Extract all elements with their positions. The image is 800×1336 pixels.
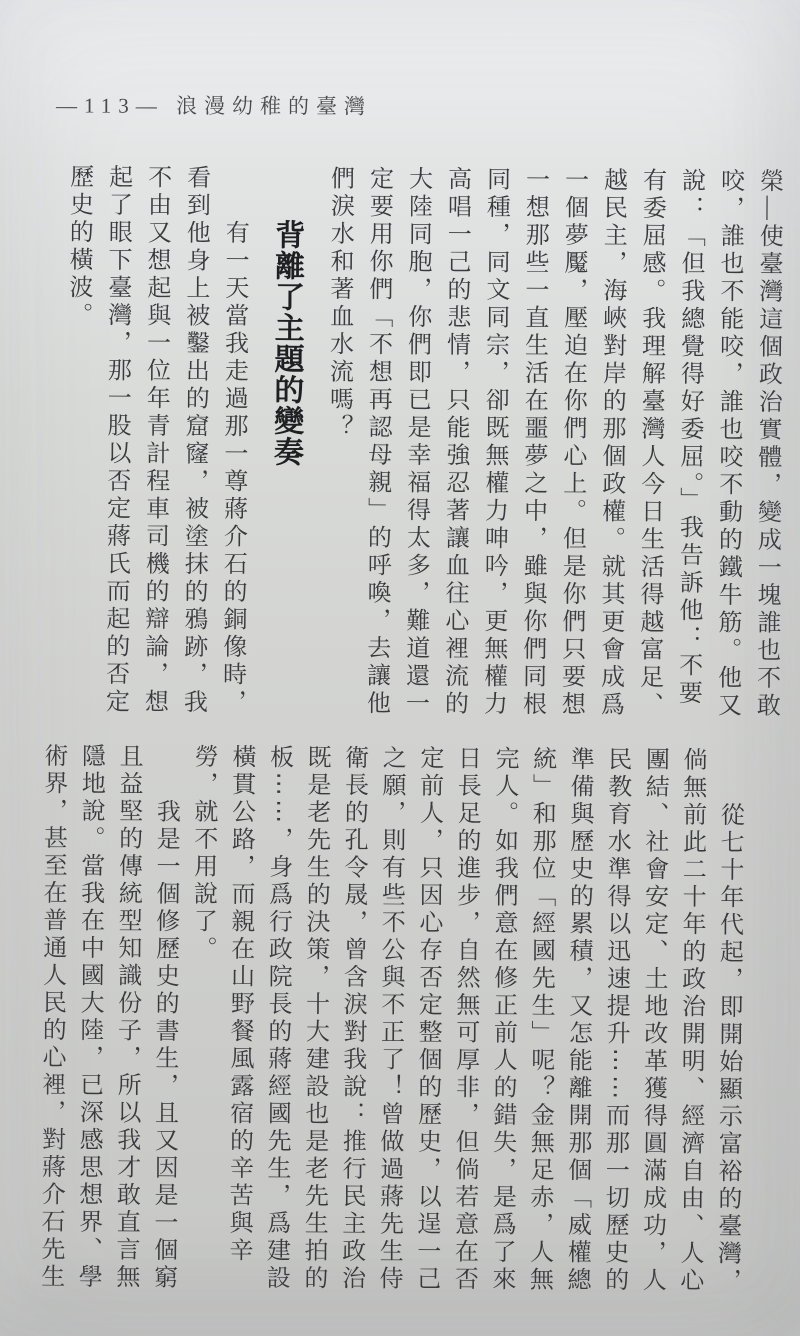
paragraph-seventies: 從七十年代起，即開始顯示富裕的臺灣，倘無前此二十年的政治開明、經濟自由、人心團結、社會安定、土地改革獲得圓滿成功，人民教育水準得以迅速提升⋯⋯而那一切歷史的準備與歷史的累積，又怎能離開那個「威權總統」和那位「經國先生」呢？金無足赤，人無完人。如我們意在修正前人的錯失，是爲了來日長足的進步，自然無可厚非，但倘若意在否定前人，只因心存否定整個的歷史，以逞一己之願，則有些不公與不正了！曾做過蔣先生侍衛長的孔令晟，曾含淚對我說：推行民主政治既是老先生的決策，十大建設也是老先生拍的板⋯⋯，身爲行政院長的蔣經國先生，爲建設橫貫公路，而親在山野餐風露宿的辛苦與辛勞，就不用說了。 (189, 743, 743, 1296)
paragraph-statue: 有一天當我走過那一尊蔣介石的銅像時，看到他身上被鑿出的窟窿，被塗抹的鴉跡，我不由又想起與一位年青計程車司機的辯論，想起了眼下臺灣，那一股以否定蔣氏而起的否定歷史的橫波。 (64, 163, 248, 717)
running-header: —113— 浪漫幼稚的臺灣 (55, 93, 373, 119)
bottom-text-block (30, 743, 747, 1303)
paragraph-continued: 榮—使臺灣這個政治實體，變成一塊誰也不敢咬，誰也不能咬，誰也咬不動的鐵牛筋。他又說：「但我總覺得好委屈。」我告訴他：不要有委屈感。我理解臺灣人今日生活得越富足、越民主，海峽對岸的那個政權。就其更會成爲一個夢魘，壓迫在你們心上。但是你們只要想一想那些一直生活在噩夢之中，雖與你們同根同種，同文同宗，卻既無權力呻吟，更無權力高唱一己的悲情，只能強忍著讓血往心裡流的大陸同胞，你們即已是幸福得太多，難道還一定要用你們「不想再認母親」的呼喚，去讓他們淚水和著血水流嗎？ (325, 165, 782, 721)
paragraph-historian: 我是一個修歷史的書生，且又因是一個窮且益堅的傳統型知識份子，所以我才敢直言無隱地說。當我在中國大陸，已深感思想界、學術界，甚至在普通人民的心裡，對蔣介石先生 (36, 742, 179, 1292)
section-title: 背離了主題的變奏 (268, 219, 304, 468)
top-text-block (50, 164, 787, 721)
